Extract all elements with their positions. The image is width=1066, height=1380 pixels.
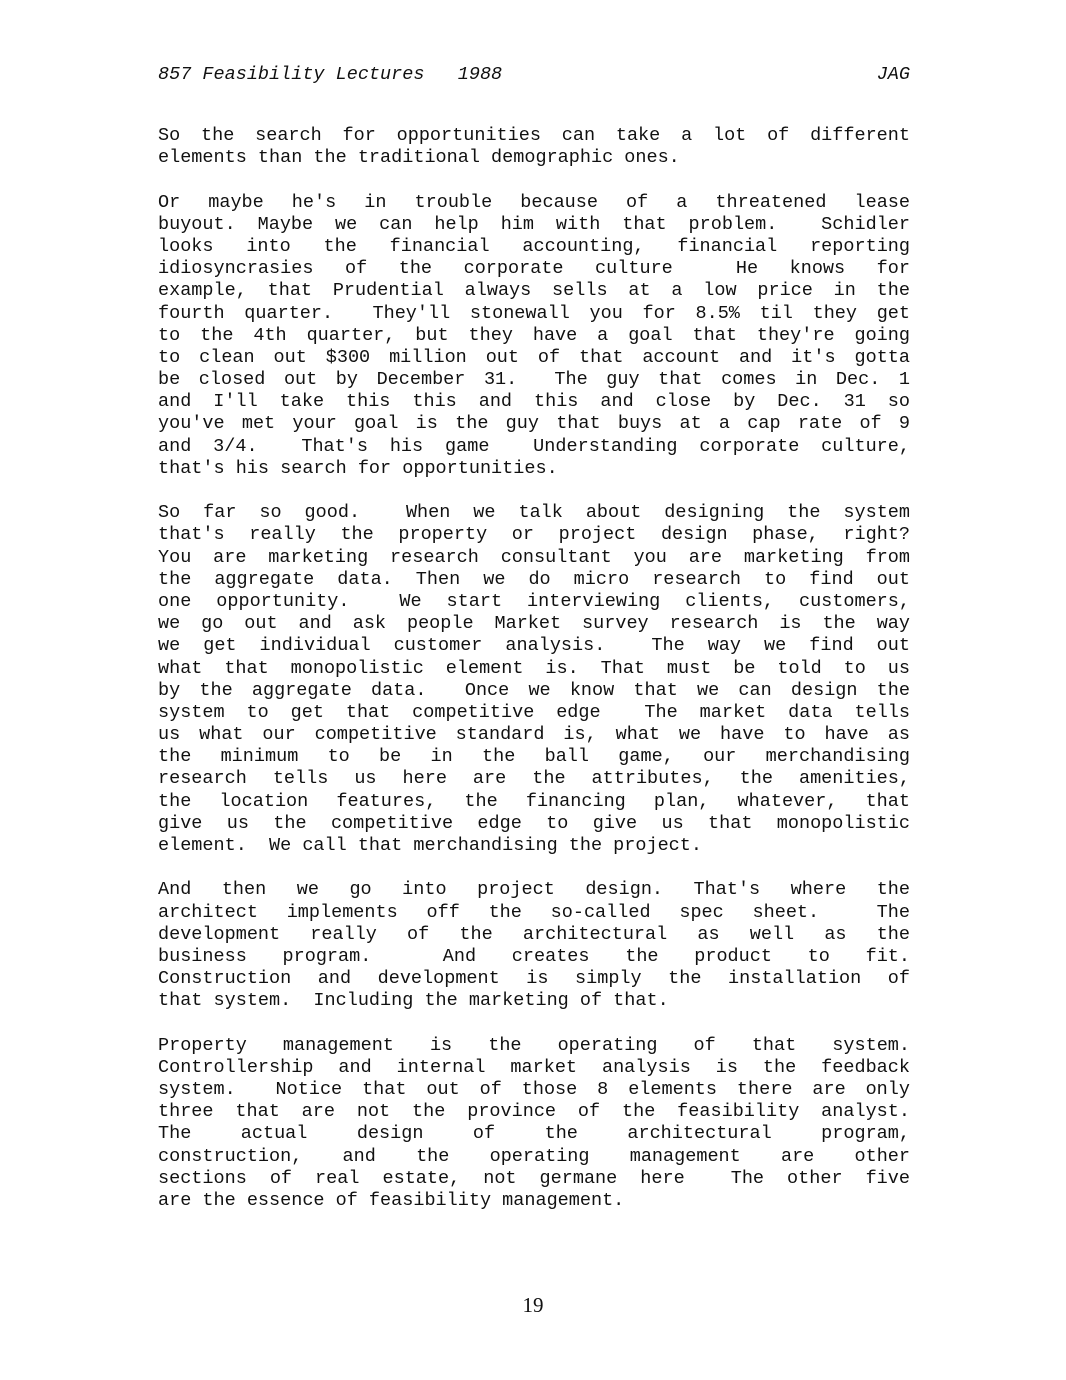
text-line: buyout. Maybe we can help him with that problem. Schidler bbox=[158, 213, 910, 235]
text-line: what that monopolistic element is. That must be told to us bbox=[158, 657, 910, 679]
text-line: we go out and ask people Market survey research is the way bbox=[158, 613, 910, 635]
text-line: give us the competitive edge to give us that monopolistic bbox=[158, 812, 910, 834]
text-line: the aggregate data. Then we do micro research to find out bbox=[158, 568, 910, 590]
text-line: development really of the architectural as well as the bbox=[158, 923, 910, 945]
page-number: 19 bbox=[522, 1293, 544, 1317]
header-initials: JAG bbox=[876, 64, 910, 85]
text-line: idiosyncrasies of the corporate culture He knows for bbox=[158, 258, 910, 280]
text-line: Construction and development is simply the installation of bbox=[158, 968, 910, 990]
paragraph bbox=[158, 125, 910, 169]
paragraph bbox=[158, 502, 910, 857]
text-line: that's really the property or project design phase, right? bbox=[158, 524, 910, 546]
text-line: Controllership and internal market analysis is the feedback bbox=[158, 1056, 910, 1078]
text-line: three that are not the province of the feasibility analyst. bbox=[158, 1101, 910, 1123]
text-line: and I'll take this this and this and close by Dec. 31 so bbox=[158, 391, 910, 413]
text-line: research tells us here are the attributes, the amenities, bbox=[158, 768, 910, 790]
text-line: sections of real estate, not germane here The other five bbox=[158, 1167, 910, 1189]
header-title: 857 Feasibility Lectures 1988 bbox=[158, 64, 503, 85]
text-line: by the aggregate data. Once we know that we can design the bbox=[158, 679, 910, 701]
text-line: looks into the financial accounting, financial reporting bbox=[158, 235, 910, 257]
text-line: you've met your goal is the guy that buys at a cap rate of 9 bbox=[158, 413, 910, 435]
text-line: the location features, the financing plan, whatever, that bbox=[158, 790, 910, 812]
paragraph bbox=[158, 1035, 910, 1213]
text-line: and 3/4. That's his game Understanding corporate culture, bbox=[158, 435, 910, 457]
text-line: construction, and the operating management are other bbox=[158, 1145, 910, 1167]
text-line: that's his search for opportunities. bbox=[158, 457, 558, 479]
text-line: us what our competitive standard is, what we have to have as bbox=[158, 724, 910, 746]
text-line: to the 4th quarter, but they have a goal that they're going bbox=[158, 324, 910, 346]
running-header bbox=[158, 62, 910, 88]
text-line: So the search for opportunities can take a lot of different bbox=[158, 125, 910, 146]
document-body bbox=[158, 125, 910, 1234]
text-line: fourth quarter. They'll stonewall you for 8.5% til they get bbox=[158, 302, 910, 324]
text-line: Or maybe he's in trouble because of a threatened lease bbox=[158, 191, 910, 213]
paragraph bbox=[158, 879, 910, 1012]
text-line: to clean out $300 million out of that account and it's gotta bbox=[158, 346, 910, 368]
text-line: elements than the traditional demographic ones. bbox=[158, 147, 680, 169]
text-line: architect implements off the so-called spec sheet. The bbox=[158, 901, 910, 923]
text-line: system. Notice that out of those 8 elements there are only bbox=[158, 1079, 910, 1101]
text-line: business program. And creates the product to fit. bbox=[158, 945, 910, 967]
text-line: element. We call that merchandising the project. bbox=[158, 835, 702, 856]
text-line: the minimum to be in the ball game, our merchandising bbox=[158, 746, 910, 768]
text-line: system to get that competitive edge The market data tells bbox=[158, 701, 910, 723]
text-line: one opportunity. We start interviewing clients, customers, bbox=[158, 590, 910, 612]
paragraph bbox=[158, 192, 910, 480]
text-line: And then we go into project design. That's where the bbox=[158, 879, 910, 901]
text-line: So far so good. When we talk about designing the system bbox=[158, 502, 910, 524]
text-line: You are marketing research consultant you are marketing from bbox=[158, 546, 910, 568]
text-line: Property management is the operating of that system. bbox=[158, 1034, 910, 1056]
text-line: we get individual customer analysis. The way we find out bbox=[158, 635, 910, 657]
text-line: that system. Including the marketing of that. bbox=[158, 990, 669, 1012]
text-line: be closed out by December 31. The guy that comes in Dec. 1 bbox=[158, 369, 910, 391]
text-line: example, that Prudential always sells at a low price in the bbox=[158, 280, 910, 302]
text-line: are the essence of feasibility management. bbox=[158, 1190, 625, 1211]
text-line: The actual design of the architectural program, bbox=[158, 1123, 910, 1145]
